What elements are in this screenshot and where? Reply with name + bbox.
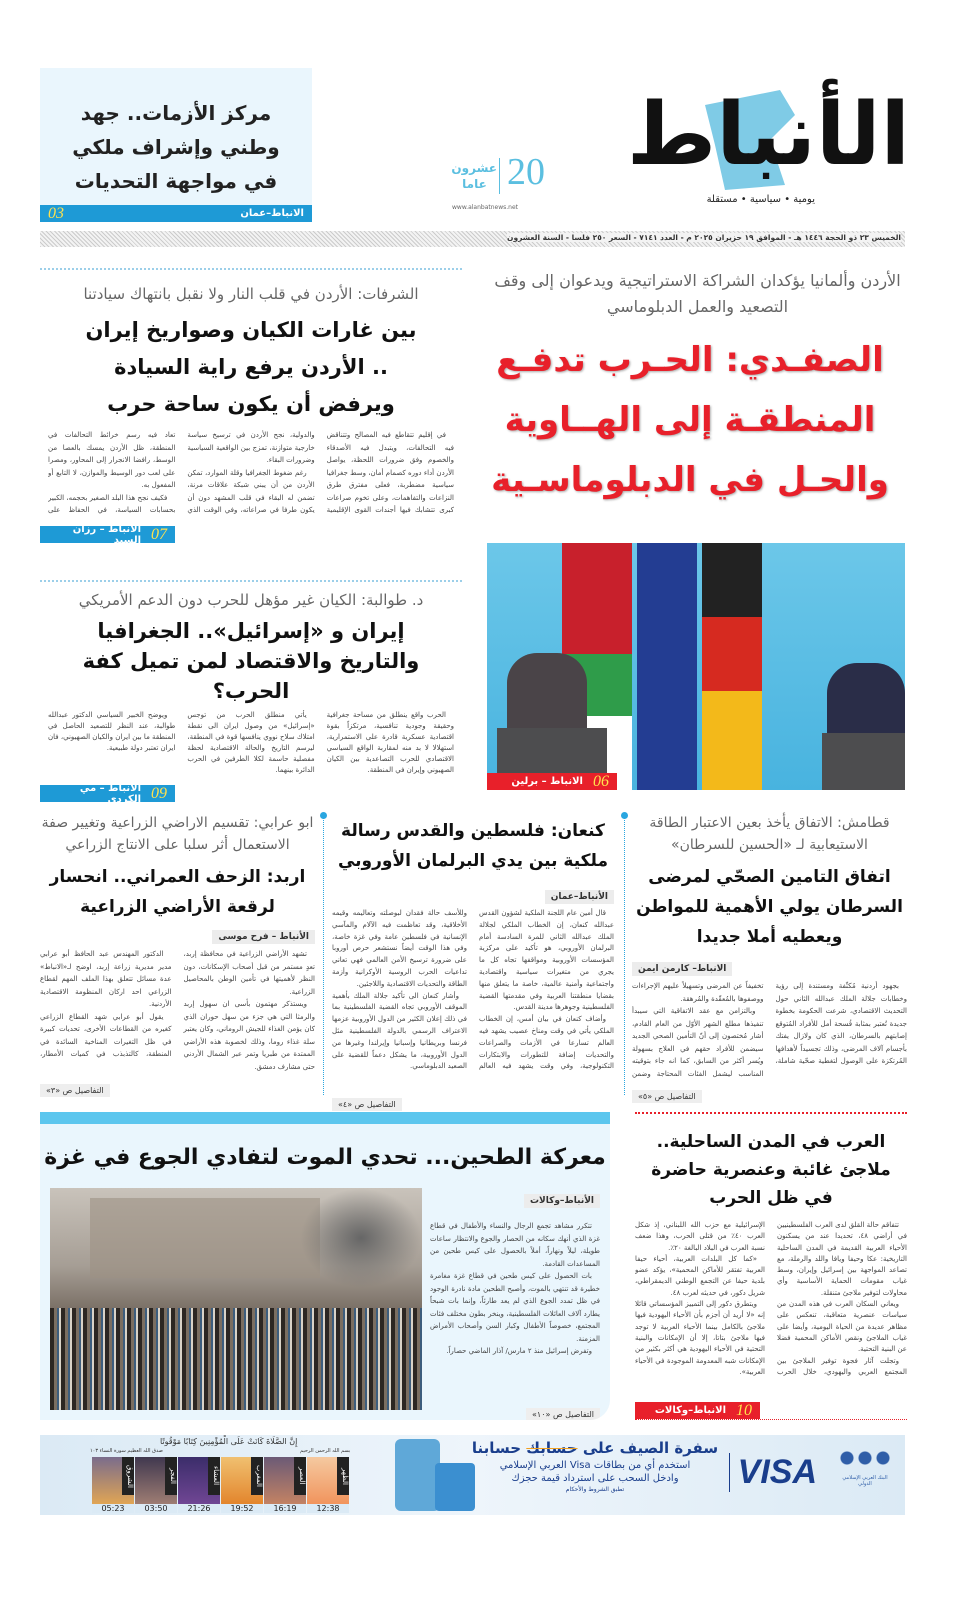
dateline: الخميس ٢٣ ذو الحجة ١٤٤٦ هـ - الموافق ١٩ حزيران ٢٠٢٥ م - العدد ٧١٤١ - السعر ٢٥٠ فلسا - السنة العشرون	[507, 233, 901, 242]
story-body	[635, 1220, 907, 1400]
ad-line: استخدم أي من بطاقات Visa العربي الإسلامي	[499, 1460, 691, 1471]
byline-row	[40, 924, 315, 944]
anniversary-badge	[452, 150, 562, 212]
prayer-time-4	[264, 1457, 306, 1513]
story-kicker: ابو عرابي: تقسيم الاراضي الزراعية وتغيير صفة الاستعمال أثر سلبا على الانتاج الزراعي	[41, 815, 314, 853]
story-irbid[interactable]	[40, 812, 315, 1097]
paragraph: حسابنا	[471, 1439, 522, 1457]
ad-headline	[465, 1439, 725, 1457]
prayer-times	[92, 1457, 350, 1513]
story-bar	[635, 1402, 760, 1419]
byline: الانباط– كارمن ايمن	[632, 962, 732, 976]
byline: الأنباط–وكالات	[524, 1194, 600, 1208]
story-headline: بين غارات الكيان وصواريخ إيران .. الأردن يرفع راية السيادة ويرفض أن يكون ساحة حرب	[85, 318, 417, 416]
paragraph: «كما كل البلدات العربية، أحياء حيفا العربية تفتقر للأماكن المحمية»، يؤكد عضو بلدية حيفا عن التجمع الوطني الديمقراطي، شريل دكور، في حديثه لعرب ٤٨.	[635, 1254, 765, 1297]
details-row	[40, 1078, 315, 1097]
masthead-tagline: يومية • سياسية • مستقلة	[706, 194, 815, 205]
suitcase-image	[395, 1439, 440, 1511]
paragraph: حسابك	[526, 1439, 578, 1457]
verse: إِنَّ الصَّلَاةَ كَانَتْ عَلَى الْمُؤْمِنِينَ كِتَابًا مَوْقُوتًا	[160, 1437, 298, 1446]
story-kicker: الشرفات: الأردن في قلب النار ولا نقبل بانتهاك سيادتنا	[83, 285, 419, 303]
ruins	[90, 1198, 320, 1278]
ad-copy	[465, 1439, 725, 1493]
paragraph: سفرة الصيف على	[582, 1439, 719, 1457]
verse-source: صدق الله العظيم سورة النساء ١٠٣	[90, 1448, 163, 1454]
byline: الانباط – مي الكردي	[79, 782, 141, 805]
story-iran-jordan[interactable]	[40, 268, 462, 546]
paragraph: رغم ضغوط الجغرافيا وقلة الموارد، تمكن الأردن من أن يبني شبكة علاقات مرنة، تضمن له البقاء في قلب المشهد دون أن يكون طرفا في صراعاته، وفي الوقت الذي تعاد فيه رسم خرائط التحالفات في المنطقة، ظل الأردن يمسك بالعصا من الوسط، رافضا الانجرار إلى المحاور، ومصرا على لعب دور الوسيط والموازن، لا التابع أو المفعول به.	[48, 431, 315, 514]
paragraph: ويوضح الخبير السياسي الدكتور عبدالله طوالبة، عند النظر للتصعيد الحاصل في المنطقة ما بين ايران والكيان الصهيوني، فان ايران تعتبر دولة طبيعية.	[48, 711, 176, 752]
paragraph: وتفرض إسرائيل منذ ٢ مارس/ آذار الماضي حصاراً.	[446, 1347, 592, 1355]
byline-row	[332, 884, 614, 904]
lead-photo[interactable]	[487, 543, 905, 790]
byline: الانباط – رزان السيد	[72, 523, 141, 546]
top-bar	[40, 1112, 610, 1124]
prayer-time-0	[92, 1457, 134, 1513]
details-link[interactable]: التفاصيل ص «١٠»	[526, 1408, 600, 1420]
story-headline: معركة الطحين... تحدي الموت لتفادي الجوع في غزة	[44, 1145, 606, 1170]
divider	[499, 158, 500, 194]
page-number: 07	[151, 525, 167, 543]
story-bar	[40, 782, 175, 805]
paragraph: في إقليم تتقاطع فيه المصالح وتتناقض فيه التحالفات، ويتبدل فيه الأصدقاء والخصوم وفق ضرورات اللحظة، يواصل الأردن أداء دوره كصمام أمان، وسط جغرافيا سياسية مضطربة، فعلى مفترق طرق النزاعات والتفاهمات، وعلى تخوم صراعات كبرى تتشابك فيها أجندات القوى الإقليمية والدولية، نجح الأردن في ترسيخ سياسة خارجية متوازنة، تمزج بين الواقعية السياسية وضرورات البقاء.	[187, 431, 454, 514]
details-row	[632, 1084, 907, 1103]
lead-headline-line: الصفـدي: الحـرب تدفـع	[496, 340, 884, 380]
story-headline: إيران و «إسرائيل».. الجغرافيا والتاريخ والاقتصاد لمن تميل كفة الحرب؟	[82, 619, 420, 703]
paragraph: ويتطرق دكور إلى التمييز المؤسساتي قائلا إنه «لا أريد أن أجزم بأن الأحياء اليهودية فيها ملاجئ بالكامل بينما الأحياء العربية لا توجد فيها ملاجئ بتاتا، إلا أن الإمكانات والبنية التحتية في الأحياء اليهودية هي أكثر بكثير من الإمكانات شبه المعدومة الموجودة في الأحياء العربية».	[635, 1300, 765, 1376]
page-number: 09	[151, 784, 167, 802]
visa-logo: VISA	[729, 1453, 817, 1492]
story-headline: كنعان: فلسطين والقدس رسالة ملكية بين يدي البرلمان الأوروبي	[337, 821, 609, 871]
anniversary-number: 20	[507, 151, 545, 193]
bank-name: البنك العربي الإسلامي الدولي	[842, 1475, 888, 1487]
paragraph: ويستذكر مهتمون بأسى ان سهول إربد والرمثا التي هي جزء من سهل حوران الذي كان يؤمن الغذاء للجيش الروماني، وكان يعتبر سلة غذاء روما، وذلك لخصوبة هذه الأراضي الممتدة من طبريا وتمر عبر الشمال الأردني حتى مشارف دمشق.	[183, 1000, 315, 1071]
page-number: 10	[736, 1401, 752, 1419]
bank-logo	[835, 1447, 895, 1487]
podium-right	[822, 733, 905, 790]
teaser-page-number: 03	[48, 204, 64, 222]
card-image	[435, 1463, 475, 1511]
prayer-time-value: 19:52	[221, 1504, 263, 1513]
story-headline: اربد: الزحف العمراني.. انحسار لرقعة الأراضي الزراعية	[49, 867, 306, 917]
story-body	[332, 908, 614, 1090]
anniversary-text: عشرون عاما	[451, 161, 497, 191]
bismillah: بسم الله الرحمن الرحيم	[300, 1448, 351, 1454]
prayer-name: الفجر	[165, 1457, 177, 1495]
story-kanaan[interactable]	[332, 812, 614, 1109]
website[interactable]: www.alanbatnews.net	[452, 204, 519, 211]
column-divider	[624, 815, 625, 1095]
bank-logo-icon	[835, 1447, 895, 1469]
prayer-time-5	[307, 1457, 349, 1513]
story-bar	[40, 523, 175, 546]
lead-caption-text: الانباط – برلين	[511, 776, 583, 787]
lead-kicker: الأردن وألمانيا يؤكدان الشراكة الاستراتيجية ويدعوان إلى وقف التصعيد والعمل الدبلوماسي	[494, 271, 901, 316]
masthead	[575, 80, 910, 215]
paragraph: يقول أبو عرابي شهد القطاع الزراعي كغيره من القطاعات الأخرى، تحديات كبيرة في ظل التغيرات المناخية السائدة في المنطقة، كالتذبذب في كميات الأمطار،	[40, 1012, 172, 1058]
paragraph: وأضاف كنعان في بيان أمس، إن الخطاب الملكي يأتي في وقت ومناخ عصيب يشهد فيه العالم تسارعا في الأزمات والصراعات والتحديات إضافة للتطورات والابتكارات التكنولوجية، وفي وقت يشهد فيه العالم وللأسف حالة فقدان لبوصلته وتعاليمه وقيمه الأخلاقية، وقد تعاظمت فيه الآلام والمآسي الإنسانية في فلسطين عامة وفي غزة خاصة، وفي هذا الوقت أيضاً نستشعر حرص أوروبا على ضرورة ترسيخ الأمن العالمي فهي تعاني تداعيات الحرب الروسية الأوكرانية وأزمة الطاقة والتحديات الاقتصادية واللاجئين.	[332, 909, 614, 1071]
lead-headline-line: المنطقـة إلى الهــاوية	[504, 400, 876, 440]
paragraph: الحرب واقع ينطلق من مساحة جغرافية وحقيقة وجودية تنافسية، مرتكزاً بقوة اقتصادية عسكرية قادرة على الاستمرارية، استهلالا لا بد منه لمقاربة الواقع السياسي الاقتصادي للحرب التصاعدية بين الكيان الصهيوني وإيران في المنطقة.	[326, 711, 454, 774]
gaza-text	[430, 1188, 600, 1420]
prayer-name: الظهر	[337, 1457, 349, 1495]
paragraph: تتفاقم حالة القلق لدى العرب الفلسطينيين في أراضي ٤٨، تحديدا عند من يسكنون الأحياء العربية القديمة في المدن الساحلية التاريخية: عكا وحيفا ويافا واللد والرملة، مع تصاعد المواجهة بين إسرائيل وإيران، وسط غياب مقومات الحماية الأساسية وأي محاولات لتوفير ملاجئ متنقلة.	[777, 1221, 907, 1297]
prayer-name: العشاء	[208, 1457, 220, 1495]
byline: الأنباط–عمان	[545, 890, 614, 904]
paragraph: ويعاني السكان العرب في هذه المدن من سياسات عنصرية متعاقبة، تنعكس على مظاهر عديدة من الحياة اليومية، وأيضا على غياب الملاجئ ونقص الأماكن المحمية فضلا عن البنية التحتية.	[777, 1300, 907, 1354]
teaser-box[interactable]	[40, 68, 312, 222]
prayer-name: الشروق	[122, 1457, 134, 1495]
byline: الانباط–وكالات	[654, 1405, 726, 1416]
bank-advertisement[interactable]	[40, 1435, 905, 1515]
divider-dot	[320, 812, 327, 819]
gaza-photo[interactable]	[50, 1188, 422, 1410]
byline-row	[632, 956, 907, 976]
prayer-time-1	[135, 1457, 177, 1513]
speaker-right	[827, 663, 905, 743]
prayer-time-value: 05:23	[92, 1504, 134, 1513]
column-divider	[323, 815, 324, 1095]
paragraph: وأشار كنعان الى تأكيد جلالة الملك بأهمية الموقف الأوروبي تجاه القضية الفلسطينية بما في ذلك إعلان الكثير من الدول الأوروبية عزمها الاعتراف الرسمي بالدولة الفلسطينية مثل فرنسا وبريطانيا وإسبانيا وإيرلندا وغيرها من الدول الأوروبية، ما يشكل دعماً للقضية على الصعيد الدبلوماسي.	[332, 991, 467, 1071]
dateline-strip	[40, 231, 905, 247]
details-link[interactable]: التفاصيل ص «٣»	[40, 1084, 110, 1097]
paragraph: تتكرر مشاهد تجمع الرجال والنساء والأطفال في قطاع غزة الذي أنهك سكانه من الحصار والجوع والانتظار ساعات طويلة، ليلاً ونهاراً، أملاً بالحصول على كيس طحين من المساعدات القادمة.	[430, 1222, 600, 1268]
lead-headline-line: والحـل في الدبلوماسـية	[491, 460, 889, 500]
prayer-name: المغرب	[251, 1457, 263, 1495]
paragraph: وبالتزامن مع عقد الاتفاقية التي سيبدأ تنفيذها مطلع الشهر الأوّل من العام القادم، أشار مُختصون إلى أنّ التأمين الصحي الجديد سيضمن للأفراد حقهم في العلاج بسهولة ويُسر أكثر من السابق، كما انه جاء بتوقيته المناسب ليشمل الفئات المحتاجة وضمن	[632, 1007, 764, 1078]
prayer-time-value: 12:38	[307, 1504, 349, 1513]
teaser-headline: مركز الأزمات.. جهد وطني وإشراف ملكي في مواجهة التحديات	[72, 101, 280, 193]
germany-flag	[702, 543, 762, 790]
masthead-title: الأنباط	[626, 85, 910, 185]
prayer-name: العصر	[294, 1457, 306, 1495]
story-body	[430, 1220, 600, 1398]
prayer-time-value: 03:50	[135, 1504, 177, 1513]
prayer-time-3	[221, 1457, 263, 1513]
lead-page-number: 06	[593, 772, 609, 790]
teaser-byline: الانباط–عمان	[240, 208, 304, 219]
teaser-bar	[40, 205, 312, 222]
story-headline: اتفاق التامين الصحّي لمرضى السرطان يولي الأهمية للمواطن ويعطيه أملا جديدا	[636, 867, 903, 947]
story-body	[48, 429, 454, 517]
lead-photo-caption	[487, 773, 617, 790]
ad-line: وادخل السحب على استرداد قيمة حجزك	[511, 1473, 679, 1484]
paragraph: بجهود أردنية مُكثّفة ومستندة إلى رؤية وخطابات جلالة الملك عبدالله الثاني حول التحديث الاقتصادي، شرعت الحكومة بخطوة جديدة تُعتبر بمثابة فُسحة أمل للأفراد المُتوقع إصابتهم بالسرطان، الذي كان ولازال يفتك بأجسام آلاف المرضى، وذلك تجسيداً لأهدافها المُرتكزة على الوصول لتغطية صحّية شاملة، تخفيفاً عن المرضى وتسهيلاً عليهم الإجراءات ووصفوها بالمُعقّدة والمُرهقة.	[632, 982, 907, 1065]
details-row	[332, 1092, 614, 1111]
story-kicker: د. طوالبة: الكيان غير مؤهل للحرب دون الدعم الأمريكي	[78, 591, 424, 609]
story-arabs[interactable]	[635, 1112, 907, 1420]
prayer-time-value: 21:26	[178, 1504, 220, 1513]
prayer-time-value: 16:19	[264, 1504, 306, 1513]
details-link[interactable]: التفاصيل ص «٤»	[332, 1098, 402, 1111]
paragraph: يأتي منطلق الحرب من توجس «إسرائيل» من وصول ايران الى نقطة امتلاك سلاح نووي ينافسها قوة في المنطقة، ليرسم التاريخ والحالة الاقتصادية لحظة مفصلية حاسمة لكلا الطرفين في الحرب الدائرة بينهما.	[187, 711, 315, 774]
divider-dot	[621, 812, 628, 819]
story-body	[40, 948, 315, 1076]
paragraph: بات الحصول على كيس طحين في قطاع غزة مغامرة خطيرة قد تنتهي بالموت، وأصبح الطحين مادة نادرة الوجود في ظل تمدد الجوع الذي لم يعد طارئاً، وإنما بات شبحاً يطارد آلاف العائلات الفلسطينية، وينخر بطون مختلف فئات المجتمع، خصوصاً الأطفال وكبار السن وأصحاب الأمراض المزمنة.	[430, 1272, 600, 1343]
story-body	[632, 980, 907, 1080]
details-link[interactable]: التفاصيل ص «٥»	[632, 1090, 702, 1103]
lead-headline	[470, 330, 910, 510]
paragraph: تشهد الأراضي الزراعية في محافظة إربد، تعدٍ مستمر من قبل أصحاب الإسكانات، دون النظر لأهميتها في تأمين الوطن بالمحاصيل الزراعية.	[183, 950, 315, 996]
ad-terms: تطبق الشروط والأحكام	[565, 1486, 625, 1493]
paragraph: قال أمين عام اللجنة الملكية لشؤون القدس عبدالله كنعان، إن الخطاب الملكي لجلالة الملك عبدالله الثاني للمرة السادسة أمام البرلمان الأوروبي، هو تأكيد على مركزية المؤسسات الأوروبية ومواقفها تجاه كل ما يجري من متغيرات سياسية واقتصادية واجتماعية وأمنية عالمية، خاصة ما يتعلق منها بقضايا منطقتنا العربية وفي مقدمتها القضية الفلسطينية وجوهرها مدينة القدس.	[479, 909, 614, 1012]
smoke	[300, 1188, 422, 1288]
story-kicker: قطامش: الاتفاق يأخذ بعين الاعتبار الطاقة الاستيعابية لـ «الحسين للسرطان»	[649, 815, 890, 853]
crowd	[50, 1308, 422, 1410]
prayer-time-2	[178, 1457, 220, 1513]
paragraph: الدكتور المهندس عبد الحافظ أبو عرابي مدير مديرية زراعة إربد، اوضح لـ«الانباط» عدة مسائل تتعلق بهذا الملف المهم لقطاع الزراعي احد اركان المنظومة الاقتصادية الأردنية.	[40, 950, 172, 1008]
paragraph: فكيف نجح هذا البلد الصغير بحجمه، الكبير بحسابات السياسة، في الحفاظ على	[48, 493, 176, 514]
story-headline: العرب في المدن الساحلية.. ملاجئ غائبة وعنصرية حاضرة في ظل الحرب	[651, 1132, 891, 1208]
story-cancer[interactable]	[632, 812, 907, 1101]
paragraph: وتجلت آثار فجوة توفير الملاجئ بين المجتمع العربي واليهودي، خلال الحرب الإسرائيلية مع حزب الله اللبناني، إذ شكل العرب ٤٠٪ من قتلى الحرب، وهذا ضعف نسبة العرب في البلاد البالغة ٢٠٪.	[635, 1221, 907, 1376]
byline: الأنباط – فرح موسى	[212, 930, 315, 944]
story-gaza[interactable]	[40, 1112, 610, 1420]
details-row	[430, 1402, 600, 1420]
story-iran-israel[interactable]	[40, 580, 462, 805]
eu-flag	[637, 543, 697, 790]
